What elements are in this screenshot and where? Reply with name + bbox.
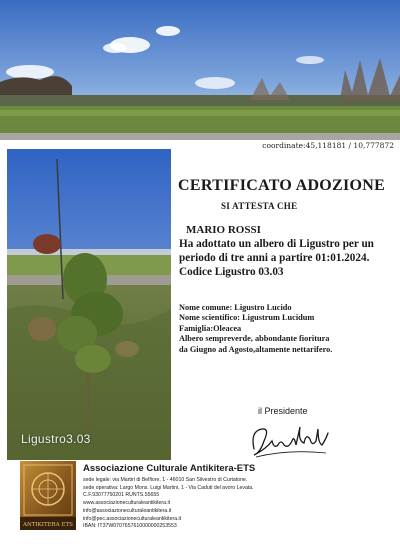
landscape-image: [0, 0, 400, 140]
logo-text: ANTIKITERA ETS: [23, 522, 73, 528]
statement-line: Codice Ligustro 03.03: [179, 266, 284, 278]
detail-description: da Giugno ad Agosto,altamente nettarifero.: [179, 344, 333, 354]
statement-line: periodo di tre anni a partire 01:01.2024.: [179, 252, 370, 264]
email-link[interactable]: info@associazioneculturaleantikitera.it: [83, 507, 172, 514]
association-name: Associazione Culturale Antikitera-ETS: [83, 463, 256, 474]
tree-details: [179, 303, 393, 355]
tree-code-caption: Ligustro3.03: [21, 432, 91, 446]
header-landscape-photo: [0, 0, 400, 140]
statement-line: Ha adottato un albero di Ligustro per un: [179, 238, 374, 250]
detail-family: Famiglia:Oleacea: [179, 323, 242, 333]
pec-email-link[interactable]: info@pec.associazioneculturaleantikitera.it: [83, 515, 182, 522]
recipient-name: MARIO ROSSI: [186, 224, 261, 236]
antikitera-logo-icon: [20, 461, 76, 530]
signature-image: [248, 419, 333, 459]
operating-address: sede operativa: Largo Mons. Luigi Martini, 1 - Via Caduti del avoro Levata.: [83, 484, 254, 491]
detail-common-name: Nome comune: Ligustro Lucido: [179, 303, 292, 312]
coordinates-text: coordinate:45,118181 / 10,777872: [262, 141, 394, 150]
detail-description: Albero sempreverde, abbondante fioritura: [179, 334, 330, 344]
website-link[interactable]: www.associazioneculturaleantikitera.it: [83, 500, 171, 507]
detail-scientific-name: Nome scientifico: Ligustrum Lucidum: [179, 313, 315, 323]
adoption-statement: [179, 237, 393, 279]
association-logo: [20, 461, 76, 530]
tree-image: [7, 149, 171, 460]
legal-address: sede legale: via Martiri di Belfiore, 1 - 46010 San Silvestro di Curtatone.: [83, 477, 248, 483]
iban-text: IBAN: IT37W0707657610000000253553: [83, 523, 177, 530]
certificate-subtitle: SI ATTESTA CHE: [221, 201, 298, 211]
certificate-title: CERTIFICATO ADOZIONE: [178, 177, 386, 194]
tax-code: C.F.93077750201 RUNTS.55655: [83, 492, 160, 499]
tree-photo: [7, 149, 171, 460]
president-signature: [248, 419, 333, 459]
president-label: il Presidente: [258, 406, 308, 416]
association-info: [83, 477, 254, 531]
